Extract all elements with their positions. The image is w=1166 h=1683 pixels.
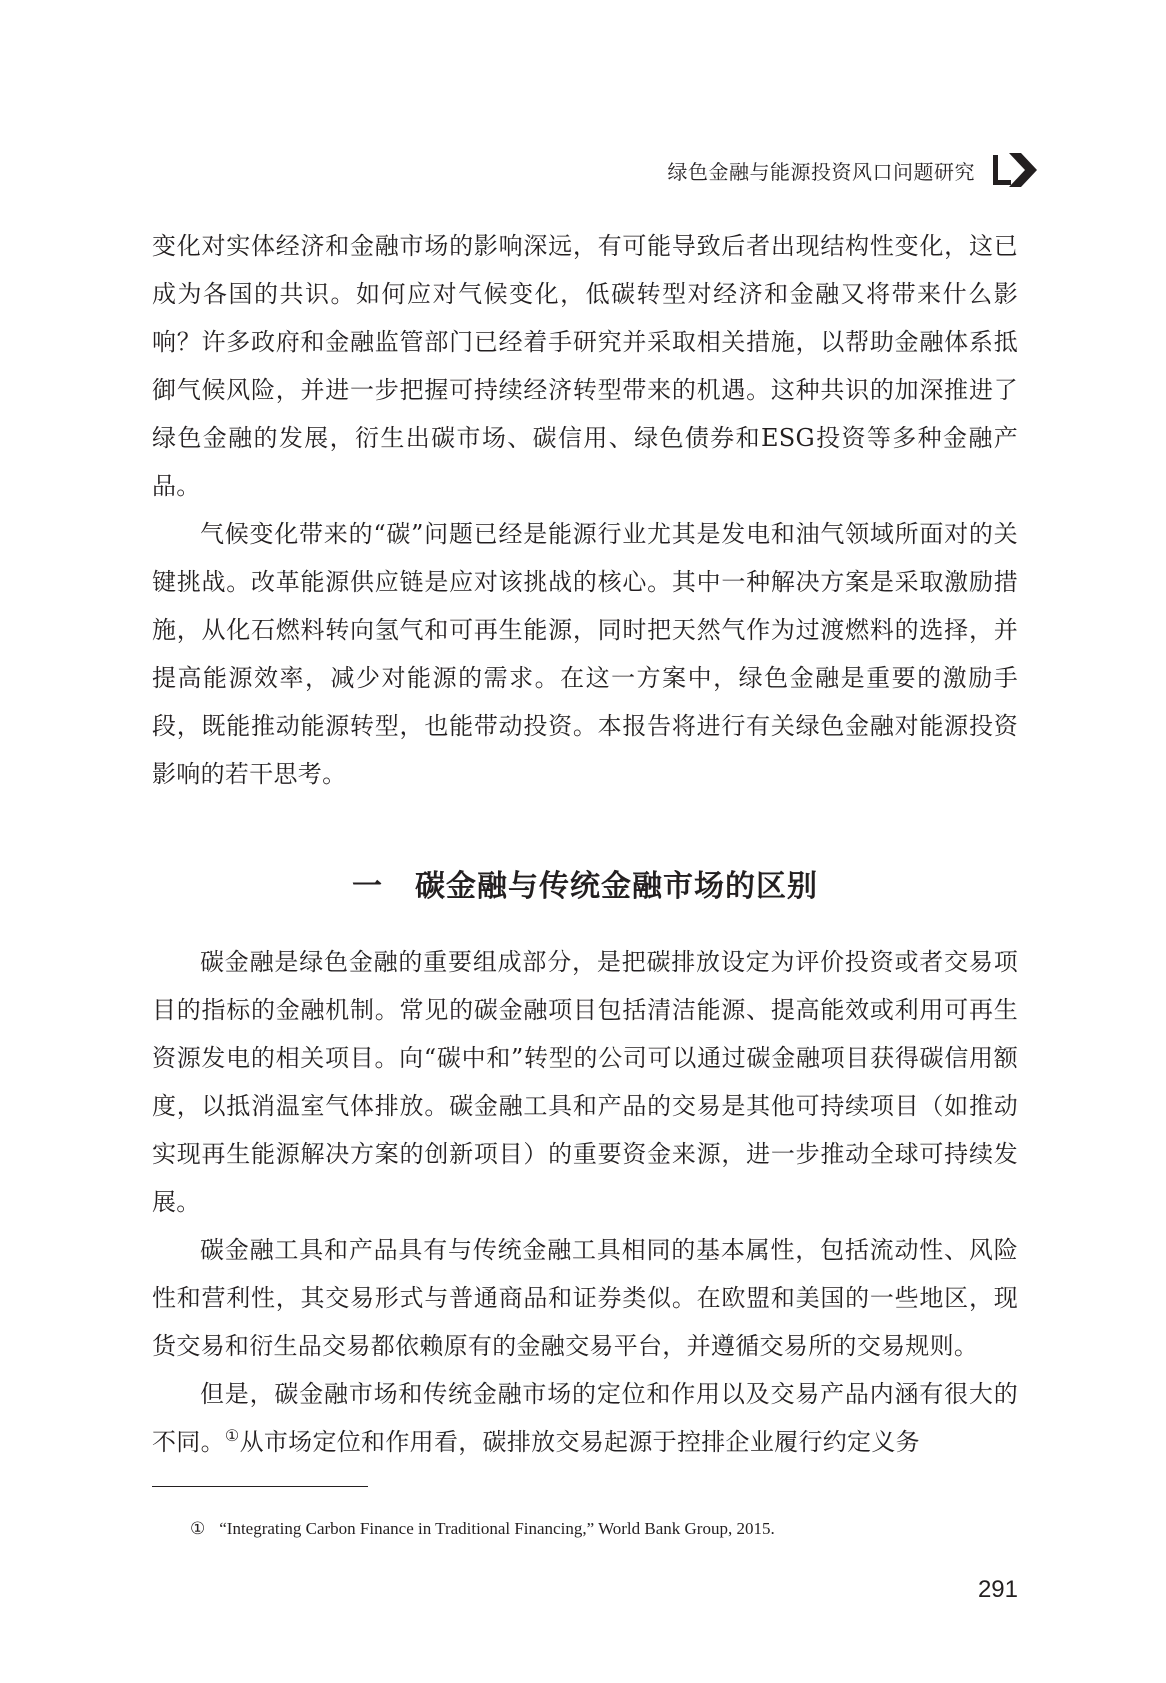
- section-text: [152, 938, 1018, 1466]
- footnote-text: “Integrating Carbon Finance in Traditional Financing,” World Bank Group, 2015.: [219, 1519, 775, 1538]
- chevron-bracket-icon: [989, 151, 1041, 189]
- section-number: 一: [352, 868, 383, 904]
- footnote-divider: [152, 1486, 368, 1487]
- running-title: 绿色金融与能源投资风口问题研究: [667, 159, 975, 184]
- section-paragraph-1: 碳金融是绿色金融的重要组成部分，是把碳排放设定为评价投资或者交易项目的指标的金融机制。常见的碳金融项目包括清洁能源、提高能效或利用可再生资源发电的相关项目。向“碳中和”转型的公司可以通过碳金融项目获得碳信用额度，以抵消温室气体排放。碳金融工具和产品的交易是其他可持续项目（如推动实现再生能源解决方案的创新项目）的重要资金来源，进一步推动全球可持续发展。: [152, 948, 1018, 1216]
- intro-paragraph-1: 变化对实体经济和金融市场的影响深远，有可能导致后者出现结构性变化，这已成为各国的共识。如何应对气候变化，低碳转型对经济和金融又将带来什么影响？许多政府和金融监管部门已经着手研究并采取相关措施，以帮助金融体系抵御气候风险，并进一步把握可持续经济转型带来的机遇。这种共识的加深推进了绿色金融的发展，衍生出碳市场、碳信用、绿色债券和ESG投资等多种金融产品。: [152, 232, 1018, 500]
- intro-paragraph-2: 气候变化带来的“碳”问题已经是能源行业尤其是发电和油气领域所面对的关键挑战。改革能源供应链是应对该挑战的核心。其中一种解决方案是采取激励措施，从化石燃料转向氢气和可再生能源，同时把天然气作为过渡燃料的选择，并提高能源效率，减少对能源的需求。在这一方案中，绿色金融是重要的激励手段，既能推动能源转型，也能带动投资。本报告将进行有关绿色金融对能源投资影响的若干思考。: [152, 520, 1018, 788]
- section-paragraph-3: [152, 1370, 1018, 1466]
- footnote: [190, 1516, 1010, 1542]
- footnote-reference[interactable]: ①: [224, 1426, 240, 1445]
- section-heading: [152, 865, 1018, 909]
- section-paragraph-3-part-1: 但是，碳金融市场和传统金融市场的定位和作用以及交易产品内涵有很大的不同。: [152, 1380, 1018, 1456]
- page-number: 291: [977, 1576, 1018, 1603]
- footnote-mark: ①: [190, 1519, 206, 1538]
- section-paragraph-3-part-2: 从市场定位和作用看，碳排放交易起源于控排企业履行约定义务: [239, 1428, 920, 1456]
- section-paragraph-2: 碳金融工具和产品具有与传统金融工具相同的基本属性，包括流动性、风险性和营利性，其交易形式与普通商品和证券类似。在欧盟和美国的一些地区，现货交易和衍生品交易都依赖原有的金融交易平台，并遵循交易所的交易规则。: [152, 1236, 1018, 1360]
- intro-text: [152, 222, 1018, 798]
- running-header: [668, 150, 1042, 190]
- section-title: 碳金融与传统金融市场的区别: [415, 868, 818, 904]
